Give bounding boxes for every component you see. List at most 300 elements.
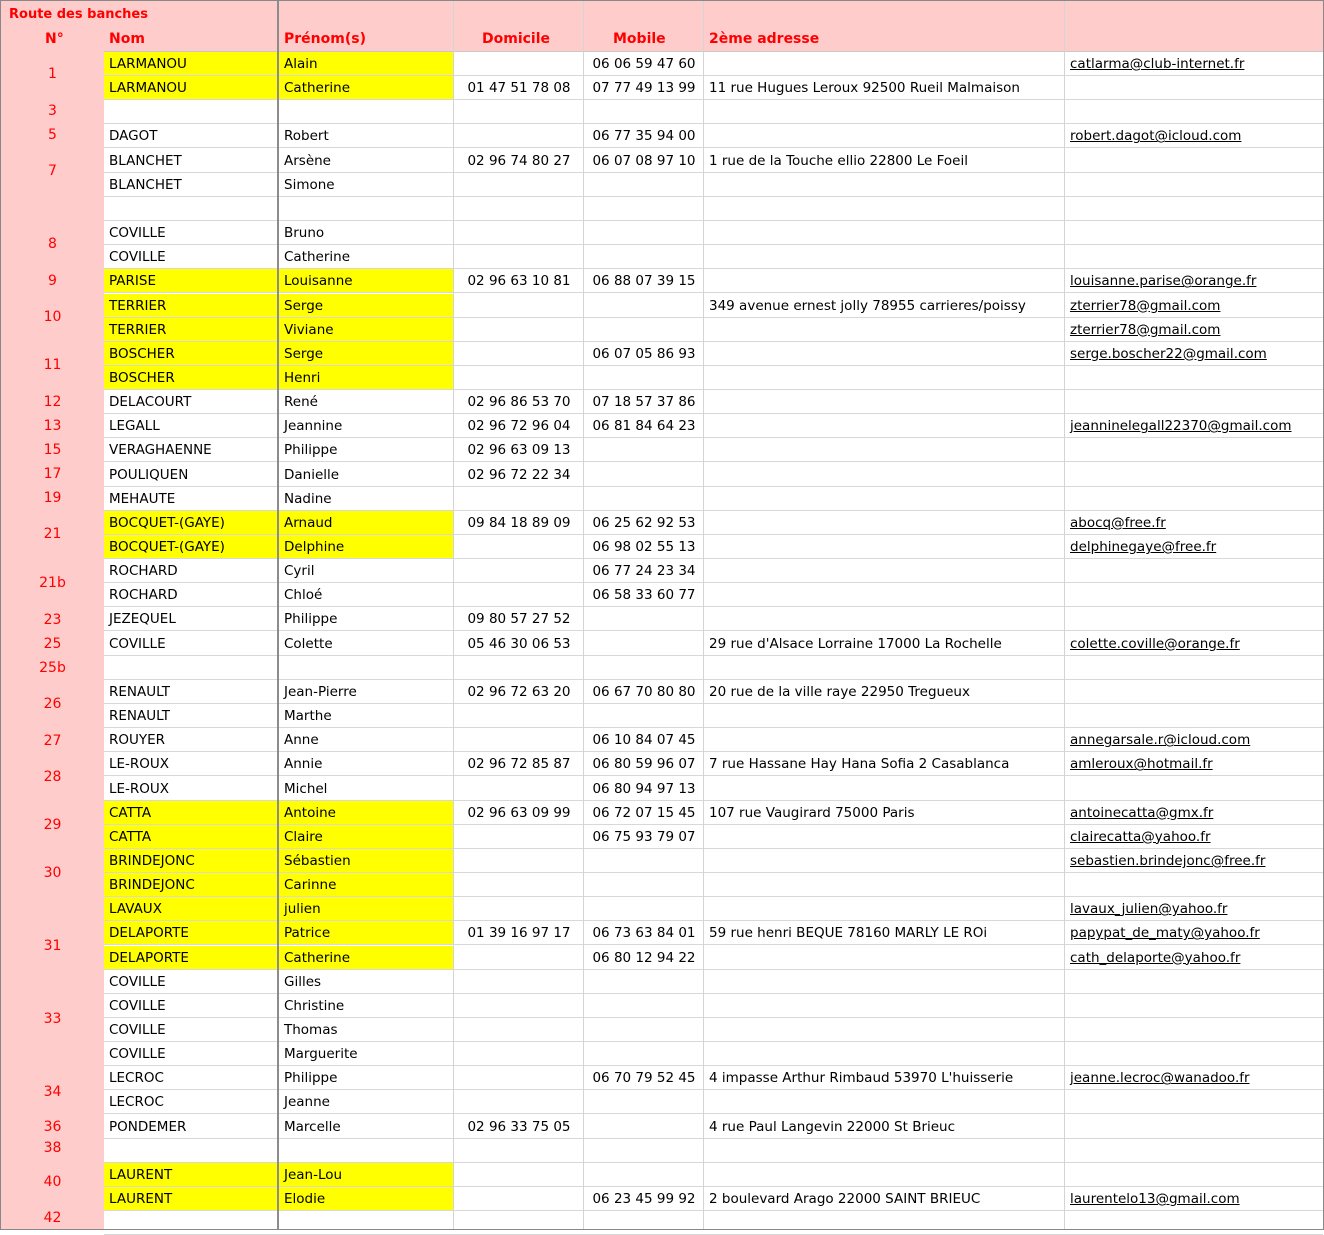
cell-mobile[interactable] — [584, 656, 704, 680]
cell-nom[interactable]: COVILLE — [104, 1018, 278, 1042]
cell-adresse[interactable] — [704, 535, 1065, 559]
cell-domicile[interactable] — [454, 245, 584, 269]
cell-domicile[interactable] — [454, 728, 584, 752]
cell-prenom[interactable]: Colette — [278, 632, 454, 656]
cell-mobile[interactable]: 06 73 63 84 01 — [584, 921, 704, 945]
cell-nom[interactable]: BLANCHET — [104, 173, 278, 197]
cell-mobile[interactable]: 06 07 08 97 10 — [584, 149, 704, 173]
cell-adresse[interactable] — [704, 777, 1065, 801]
cell-mobile[interactable]: 06 72 07 15 45 — [584, 801, 704, 825]
cell-mobile[interactable]: 06 88 07 39 15 — [584, 269, 704, 293]
cell-email[interactable]: serge.boscher22@gmail.com — [1065, 342, 1323, 366]
cell-adresse[interactable]: 59 rue henri BEQUE 78160 MARLY LE ROi — [704, 921, 1065, 945]
cell-nom[interactable] — [104, 197, 278, 221]
cell-adresse[interactable] — [704, 1018, 1065, 1042]
cell-prenom[interactable]: Nadine — [278, 487, 454, 511]
cell-mobile[interactable]: 06 07 05 86 93 — [584, 342, 704, 366]
cell-prenom[interactable]: Anne — [278, 728, 454, 752]
cell-mobile[interactable] — [584, 704, 704, 728]
cell-nom[interactable]: CATTA — [104, 825, 278, 849]
cell-adresse[interactable] — [704, 1042, 1065, 1066]
cell-nom[interactable]: COVILLE — [104, 221, 278, 245]
cell-domicile[interactable] — [454, 318, 584, 342]
cell-domicile[interactable] — [454, 221, 584, 245]
cell-email[interactable]: zterrier78@gmail.com — [1065, 318, 1323, 342]
cell-prenom[interactable]: Philippe — [278, 1066, 454, 1090]
cell-adresse[interactable]: 7 rue Hassane Hay Hana Sofia 2 Casablanca — [704, 752, 1065, 776]
cell-nom[interactable]: PARISE — [104, 269, 278, 293]
cell-mobile[interactable] — [584, 849, 704, 873]
cell-adresse[interactable] — [704, 269, 1065, 293]
cell-prenom[interactable]: Danielle — [278, 463, 454, 487]
cell-email[interactable]: jeanne.lecroc@wanadoo.fr — [1065, 1066, 1323, 1090]
cell-nom[interactable]: TERRIER — [104, 294, 278, 318]
cell-email[interactable] — [1065, 76, 1323, 100]
cell-nom[interactable]: LARMANOU — [104, 52, 278, 76]
cell-adresse[interactable] — [704, 487, 1065, 511]
cell-nom[interactable]: TERRIER — [104, 318, 278, 342]
cell-adresse[interactable] — [704, 704, 1065, 728]
cell-adresse[interactable] — [704, 318, 1065, 342]
cell-nom[interactable]: POULIQUEN — [104, 463, 278, 487]
cell-adresse[interactable] — [704, 873, 1065, 897]
cell-email[interactable]: clairecatta@yahoo.fr — [1065, 825, 1323, 849]
cell-adresse[interactable] — [704, 197, 1065, 221]
cell-domicile[interactable]: 02 96 74 80 27 — [454, 149, 584, 173]
cell-adresse[interactable]: 1 rue de la Touche ellio 22800 Le Foeil — [704, 149, 1065, 173]
cell-email[interactable] — [1065, 680, 1323, 704]
cell-adresse[interactable]: 20 rue de la ville raye 22950 Tregueux — [704, 680, 1065, 704]
cell-email[interactable] — [1065, 777, 1323, 801]
cell-mobile[interactable] — [584, 221, 704, 245]
cell-email[interactable] — [1065, 149, 1323, 173]
cell-email[interactable] — [1065, 100, 1323, 124]
cell-mobile[interactable] — [584, 632, 704, 656]
cell-domicile[interactable] — [454, 100, 584, 124]
cell-domicile[interactable]: 09 84 18 89 09 — [454, 511, 584, 535]
cell-adresse[interactable] — [704, 511, 1065, 535]
cell-prenom[interactable] — [278, 656, 454, 680]
cell-domicile[interactable]: 02 96 63 10 81 — [454, 269, 584, 293]
cell-prenom[interactable]: Gilles — [278, 970, 454, 994]
cell-nom[interactable]: PONDEMER — [104, 1115, 278, 1139]
cell-domicile[interactable]: 02 96 72 63 20 — [454, 680, 584, 704]
cell-email[interactable]: laurentelo13@gmail.com — [1065, 1187, 1323, 1211]
cell-domicile[interactable]: 01 47 51 78 08 — [454, 76, 584, 100]
cell-nom[interactable]: DELAPORTE — [104, 921, 278, 945]
cell-prenom[interactable]: Louisanne — [278, 269, 454, 293]
cell-email[interactable] — [1065, 1042, 1323, 1066]
cell-domicile[interactable] — [454, 559, 584, 583]
cell-nom[interactable]: COVILLE — [104, 1042, 278, 1066]
cell-mobile[interactable]: 06 80 59 96 07 — [584, 752, 704, 776]
cell-nom[interactable]: CATTA — [104, 801, 278, 825]
cell-email[interactable] — [1065, 366, 1323, 390]
cell-email[interactable]: zterrier78@gmail.com — [1065, 294, 1323, 318]
cell-adresse[interactable]: 11 rue Hugues Leroux 92500 Rueil Malmaison — [704, 76, 1065, 100]
cell-prenom[interactable]: Catherine — [278, 946, 454, 970]
cell-mobile[interactable]: 06 77 35 94 00 — [584, 124, 704, 148]
header-nom[interactable]: Nom — [109, 31, 145, 47]
cell-prenom[interactable]: Marthe — [278, 704, 454, 728]
cell-prenom[interactable] — [278, 1211, 454, 1235]
cell-email[interactable] — [1065, 607, 1323, 631]
cell-prenom[interactable]: Michel — [278, 777, 454, 801]
cell-nom[interactable]: BRINDEJONC — [104, 873, 278, 897]
cell-mobile[interactable]: 06 80 12 94 22 — [584, 946, 704, 970]
cell-adresse[interactable] — [704, 414, 1065, 438]
cell-nom[interactable]: VERAGHAENNE — [104, 438, 278, 462]
cell-prenom[interactable]: Marguerite — [278, 1042, 454, 1066]
cell-nom[interactable] — [104, 100, 278, 124]
cell-domicile[interactable] — [454, 1042, 584, 1066]
cell-adresse[interactable] — [704, 897, 1065, 921]
cell-domicile[interactable] — [454, 777, 584, 801]
cell-nom[interactable]: LE-ROUX — [104, 777, 278, 801]
cell-email[interactable]: jeanninelegall22370@gmail.com — [1065, 414, 1323, 438]
cell-email[interactable] — [1065, 197, 1323, 221]
cell-mobile[interactable] — [584, 1139, 704, 1163]
cell-adresse[interactable] — [704, 656, 1065, 680]
cell-adresse[interactable] — [704, 245, 1065, 269]
header-domicile[interactable]: Domicile — [482, 31, 551, 47]
cell-email[interactable] — [1065, 438, 1323, 462]
header-adresse2[interactable]: 2ème adresse — [709, 31, 820, 47]
cell-domicile[interactable] — [454, 535, 584, 559]
cell-domicile[interactable] — [454, 1090, 584, 1114]
cell-nom[interactable]: LECROC — [104, 1090, 278, 1114]
cell-nom[interactable]: DELACOURT — [104, 390, 278, 414]
cell-email[interactable] — [1065, 994, 1323, 1018]
cell-adresse[interactable] — [704, 124, 1065, 148]
cell-nom[interactable]: LAVAUX — [104, 897, 278, 921]
cell-adresse[interactable] — [704, 438, 1065, 462]
cell-prenom[interactable]: Jeannine — [278, 414, 454, 438]
cell-adresse[interactable] — [704, 390, 1065, 414]
cell-prenom[interactable]: Philippe — [278, 607, 454, 631]
cell-mobile[interactable]: 06 77 24 23 34 — [584, 559, 704, 583]
cell-prenom[interactable]: Alain — [278, 52, 454, 76]
cell-domicile[interactable]: 02 96 72 85 87 — [454, 752, 584, 776]
cell-prenom[interactable]: Elodie — [278, 1187, 454, 1211]
cell-domicile[interactable]: 02 96 72 96 04 — [454, 414, 584, 438]
cell-nom[interactable]: LAURENT — [104, 1187, 278, 1211]
cell-nom[interactable]: BOSCHER — [104, 366, 278, 390]
cell-mobile[interactable] — [584, 994, 704, 1018]
cell-domicile[interactable] — [454, 124, 584, 148]
cell-email[interactable]: colette.coville@orange.fr — [1065, 632, 1323, 656]
cell-adresse[interactable] — [704, 1163, 1065, 1187]
cell-prenom[interactable]: Annie — [278, 752, 454, 776]
cell-domicile[interactable] — [454, 946, 584, 970]
cell-domicile[interactable] — [454, 487, 584, 511]
cell-email[interactable]: cath_delaporte@yahoo.fr — [1065, 946, 1323, 970]
cell-domicile[interactable] — [454, 583, 584, 607]
cell-email[interactable] — [1065, 873, 1323, 897]
cell-prenom[interactable]: Carinne — [278, 873, 454, 897]
cell-mobile[interactable] — [584, 173, 704, 197]
cell-nom[interactable]: ROCHARD — [104, 583, 278, 607]
cell-prenom[interactable]: Antoine — [278, 801, 454, 825]
cell-domicile[interactable]: 01 39 16 97 17 — [454, 921, 584, 945]
cell-domicile[interactable] — [454, 366, 584, 390]
cell-nom[interactable]: COVILLE — [104, 970, 278, 994]
cell-email[interactable] — [1065, 1163, 1323, 1187]
cell-email[interactable]: abocq@free.fr — [1065, 511, 1323, 535]
cell-prenom[interactable]: Marcelle — [278, 1115, 454, 1139]
cell-nom[interactable]: BRINDEJONC — [104, 849, 278, 873]
cell-adresse[interactable] — [704, 970, 1065, 994]
cell-domicile[interactable] — [454, 173, 584, 197]
cell-email[interactable]: robert.dagot@icloud.com — [1065, 124, 1323, 148]
cell-mobile[interactable]: 06 10 84 07 45 — [584, 728, 704, 752]
cell-adresse[interactable] — [704, 559, 1065, 583]
cell-nom[interactable] — [104, 656, 278, 680]
cell-domicile[interactable]: 02 96 63 09 13 — [454, 438, 584, 462]
cell-domicile[interactable]: 02 96 33 75 05 — [454, 1115, 584, 1139]
cell-adresse[interactable] — [704, 994, 1065, 1018]
cell-nom[interactable]: LEGALL — [104, 414, 278, 438]
cell-mobile[interactable] — [584, 294, 704, 318]
cell-adresse[interactable] — [704, 849, 1065, 873]
cell-adresse[interactable] — [704, 583, 1065, 607]
cell-adresse[interactable] — [704, 52, 1065, 76]
cell-adresse[interactable]: 107 rue Vaugirard 75000 Paris — [704, 801, 1065, 825]
cell-email[interactable] — [1065, 970, 1323, 994]
cell-adresse[interactable] — [704, 173, 1065, 197]
cell-domicile[interactable] — [454, 1018, 584, 1042]
cell-domicile[interactable] — [454, 1066, 584, 1090]
cell-email[interactable]: amleroux@hotmail.fr — [1065, 752, 1323, 776]
cell-prenom[interactable]: Jean-Lou — [278, 1163, 454, 1187]
cell-nom[interactable]: BOSCHER — [104, 342, 278, 366]
cell-prenom[interactable]: Catherine — [278, 76, 454, 100]
cell-email[interactable]: papypat_de_maty@yahoo.fr — [1065, 921, 1323, 945]
cell-mobile[interactable] — [584, 970, 704, 994]
cell-email[interactable] — [1065, 1018, 1323, 1042]
cell-mobile[interactable] — [584, 1042, 704, 1066]
cell-domicile[interactable] — [454, 294, 584, 318]
cell-prenom[interactable]: Bruno — [278, 221, 454, 245]
cell-domicile[interactable] — [454, 970, 584, 994]
cell-adresse[interactable]: 349 avenue ernest jolly 78955 carrieres/poissy — [704, 294, 1065, 318]
header-mobile[interactable]: Mobile — [613, 31, 666, 47]
cell-domicile[interactable] — [454, 849, 584, 873]
cell-email[interactable] — [1065, 656, 1323, 680]
cell-nom[interactable]: MEHAUTE — [104, 487, 278, 511]
cell-mobile[interactable]: 06 23 45 99 92 — [584, 1187, 704, 1211]
cell-nom[interactable]: LECROC — [104, 1066, 278, 1090]
cell-domicile[interactable] — [454, 342, 584, 366]
cell-domicile[interactable]: 02 96 72 22 34 — [454, 463, 584, 487]
cell-nom[interactable]: BLANCHET — [104, 149, 278, 173]
cell-prenom[interactable]: julien — [278, 897, 454, 921]
cell-domicile[interactable] — [454, 704, 584, 728]
cell-adresse[interactable] — [704, 1090, 1065, 1114]
cell-email[interactable] — [1065, 583, 1323, 607]
cell-prenom[interactable]: Robert — [278, 124, 454, 148]
cell-adresse[interactable] — [704, 1139, 1065, 1163]
cell-adresse[interactable] — [704, 607, 1065, 631]
cell-mobile[interactable]: 06 75 93 79 07 — [584, 825, 704, 849]
cell-adresse[interactable] — [704, 100, 1065, 124]
cell-prenom[interactable]: Jean-Pierre — [278, 680, 454, 704]
cell-mobile[interactable] — [584, 873, 704, 897]
cell-prenom[interactable]: Patrice — [278, 921, 454, 945]
cell-adresse[interactable]: 2 boulevard Arago 22000 SAINT BRIEUC — [704, 1187, 1065, 1211]
cell-email[interactable] — [1065, 463, 1323, 487]
cell-prenom[interactable]: Cyril — [278, 559, 454, 583]
cell-domicile[interactable]: 02 96 86 53 70 — [454, 390, 584, 414]
cell-prenom[interactable]: Claire — [278, 825, 454, 849]
cell-mobile[interactable]: 07 18 57 37 86 — [584, 390, 704, 414]
cell-prenom[interactable]: Serge — [278, 342, 454, 366]
cell-domicile[interactable] — [454, 1187, 584, 1211]
cell-email[interactable]: antoinecatta@gmx.fr — [1065, 801, 1323, 825]
cell-email[interactable]: catlarma@club-internet.fr — [1065, 52, 1323, 76]
cell-domicile[interactable] — [454, 1139, 584, 1163]
cell-email[interactable] — [1065, 1115, 1323, 1139]
cell-prenom[interactable]: Arsène — [278, 149, 454, 173]
cell-domicile[interactable] — [454, 994, 584, 1018]
cell-email[interactable] — [1065, 559, 1323, 583]
cell-mobile[interactable] — [584, 1163, 704, 1187]
cell-domicile[interactable]: 02 96 63 09 99 — [454, 801, 584, 825]
cell-adresse[interactable] — [704, 825, 1065, 849]
cell-domicile[interactable]: 09 80 57 27 52 — [454, 607, 584, 631]
cell-prenom[interactable]: Delphine — [278, 535, 454, 559]
cell-prenom[interactable]: Catherine — [278, 245, 454, 269]
cell-mobile[interactable]: 06 80 94 97 13 — [584, 777, 704, 801]
header-num[interactable]: N° — [45, 31, 64, 47]
cell-domicile[interactable]: 05 46 30 06 53 — [454, 632, 584, 656]
cell-mobile[interactable] — [584, 1211, 704, 1235]
cell-email[interactable]: sebastien.brindejonc@free.fr — [1065, 849, 1323, 873]
cell-nom[interactable]: COVILLE — [104, 245, 278, 269]
cell-adresse[interactable] — [704, 221, 1065, 245]
header-prenom[interactable]: Prénom(s) — [284, 31, 366, 47]
cell-mobile[interactable] — [584, 607, 704, 631]
cell-email[interactable] — [1065, 245, 1323, 269]
cell-mobile[interactable] — [584, 1018, 704, 1042]
cell-adresse[interactable] — [704, 463, 1065, 487]
cell-domicile[interactable] — [454, 873, 584, 897]
cell-nom[interactable]: LAURENT — [104, 1163, 278, 1187]
cell-adresse[interactable] — [704, 1211, 1065, 1235]
cell-email[interactable] — [1065, 221, 1323, 245]
cell-mobile[interactable] — [584, 245, 704, 269]
cell-domicile[interactable] — [454, 897, 584, 921]
cell-nom[interactable]: DELAPORTE — [104, 946, 278, 970]
cell-nom[interactable]: COVILLE — [104, 994, 278, 1018]
cell-prenom[interactable]: Chloé — [278, 583, 454, 607]
cell-mobile[interactable]: 06 81 84 64 23 — [584, 414, 704, 438]
cell-email[interactable] — [1065, 487, 1323, 511]
cell-mobile[interactable] — [584, 438, 704, 462]
cell-domicile[interactable] — [454, 1163, 584, 1187]
cell-nom[interactable]: RENAULT — [104, 680, 278, 704]
cell-email[interactable] — [1065, 390, 1323, 414]
cell-nom[interactable]: RENAULT — [104, 704, 278, 728]
cell-nom[interactable]: ROCHARD — [104, 559, 278, 583]
cell-nom[interactable]: COVILLE — [104, 632, 278, 656]
cell-mobile[interactable] — [584, 487, 704, 511]
cell-prenom[interactable]: Simone — [278, 173, 454, 197]
cell-mobile[interactable] — [584, 197, 704, 221]
cell-prenom[interactable]: Thomas — [278, 1018, 454, 1042]
cell-prenom[interactable]: Jeanne — [278, 1090, 454, 1114]
cell-email[interactable]: annegarsale.r@icloud.com — [1065, 728, 1323, 752]
cell-prenom[interactable]: Philippe — [278, 438, 454, 462]
cell-prenom[interactable] — [278, 100, 454, 124]
cell-nom[interactable]: JEZEQUEL — [104, 607, 278, 631]
cell-adresse[interactable]: 29 rue d'Alsace Lorraine 17000 La Rochelle — [704, 632, 1065, 656]
cell-mobile[interactable] — [584, 1090, 704, 1114]
cell-prenom[interactable]: Christine — [278, 994, 454, 1018]
cell-mobile[interactable] — [584, 1115, 704, 1139]
cell-nom[interactable]: LARMANOU — [104, 76, 278, 100]
cell-email[interactable] — [1065, 1211, 1323, 1235]
cell-prenom[interactable]: Sébastien — [278, 849, 454, 873]
cell-mobile[interactable]: 06 58 33 60 77 — [584, 583, 704, 607]
cell-mobile[interactable] — [584, 318, 704, 342]
cell-email[interactable]: lavaux_julien@yahoo.fr — [1065, 897, 1323, 921]
cell-mobile[interactable]: 07 77 49 13 99 — [584, 76, 704, 100]
cell-mobile[interactable]: 06 67 70 80 80 — [584, 680, 704, 704]
cell-email[interactable] — [1065, 173, 1323, 197]
cell-email[interactable]: louisanne.parise@orange.fr — [1065, 269, 1323, 293]
cell-mobile[interactable]: 06 70 79 52 45 — [584, 1066, 704, 1090]
cell-nom[interactable]: ROUYER — [104, 728, 278, 752]
cell-mobile[interactable] — [584, 100, 704, 124]
cell-adresse[interactable] — [704, 946, 1065, 970]
cell-domicile[interactable] — [454, 1211, 584, 1235]
cell-prenom[interactable]: Arnaud — [278, 511, 454, 535]
cell-domicile[interactable] — [454, 197, 584, 221]
cell-mobile[interactable] — [584, 897, 704, 921]
cell-domicile[interactable] — [454, 825, 584, 849]
cell-mobile[interactable] — [584, 463, 704, 487]
cell-domicile[interactable] — [454, 52, 584, 76]
cell-nom[interactable]: DAGOT — [104, 124, 278, 148]
cell-adresse[interactable]: 4 rue Paul Langevin 22000 St Brieuc — [704, 1115, 1065, 1139]
cell-mobile[interactable]: 06 25 62 92 53 — [584, 511, 704, 535]
cell-nom[interactable]: BOCQUET-(GAYE) — [104, 535, 278, 559]
cell-adresse[interactable] — [704, 342, 1065, 366]
cell-nom[interactable] — [104, 1211, 278, 1235]
cell-prenom[interactable] — [278, 1139, 454, 1163]
cell-mobile[interactable] — [584, 366, 704, 390]
cell-adresse[interactable]: 4 impasse Arthur Rimbaud 53970 L'huisserie — [704, 1066, 1065, 1090]
cell-prenom[interactable] — [278, 197, 454, 221]
cell-prenom[interactable]: Viviane — [278, 318, 454, 342]
cell-prenom[interactable]: Henri — [278, 366, 454, 390]
cell-mobile[interactable]: 06 98 02 55 13 — [584, 535, 704, 559]
cell-prenom[interactable]: René — [278, 390, 454, 414]
cell-domicile[interactable] — [454, 656, 584, 680]
cell-email[interactable] — [1065, 1139, 1323, 1163]
cell-adresse[interactable] — [704, 366, 1065, 390]
cell-prenom[interactable]: Serge — [278, 294, 454, 318]
cell-mobile[interactable]: 06 06 59 47 60 — [584, 52, 704, 76]
cell-nom[interactable] — [104, 1139, 278, 1163]
cell-email[interactable] — [1065, 704, 1323, 728]
cell-nom[interactable]: LE-ROUX — [104, 752, 278, 776]
cell-email[interactable]: delphinegaye@free.fr — [1065, 535, 1323, 559]
cell-adresse[interactable] — [704, 728, 1065, 752]
cell-email[interactable] — [1065, 1090, 1323, 1114]
cell-nom[interactable]: BOCQUET-(GAYE) — [104, 511, 278, 535]
